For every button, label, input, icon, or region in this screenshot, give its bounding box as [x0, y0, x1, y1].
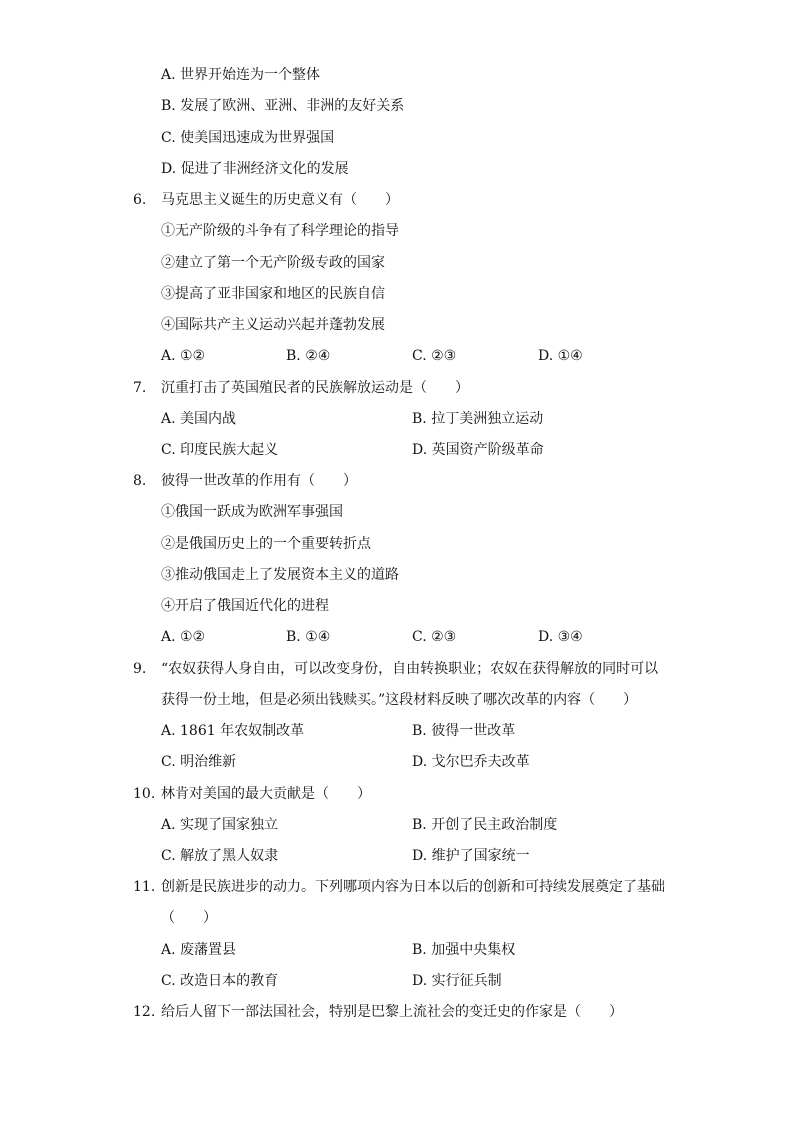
q10-number: 10.	[133, 786, 156, 802]
q6-option-c: C. ②③	[412, 348, 457, 364]
q7-option-a: A. 美国内战	[161, 411, 237, 427]
q11-option-b: B. 加强中央集权	[412, 942, 516, 958]
q9-option-a: A. 1861 年农奴制改革	[161, 723, 305, 739]
q6-item-1: ①无产阶级的斗争有了科学理论的指导	[161, 223, 399, 239]
q11-option-c: C. 改造日本的教育	[161, 973, 279, 989]
q11-option-d: D. 实行征兵制	[412, 973, 502, 989]
q9-number: 9.	[133, 661, 147, 677]
q10-option-b: B. 开创了民主政治制度	[412, 817, 558, 833]
q12-stem: 给后人留下一部法国社会，特别是巴黎上流社会的变迁史的作家是（ ）	[161, 1004, 623, 1020]
q12-number: 12.	[133, 1004, 156, 1020]
q9-option-b: B. 彼得一世改革	[412, 723, 516, 739]
q8-item-2: ②是俄国历史上的一个重要转折点	[161, 536, 371, 552]
q6-number: 6.	[133, 192, 147, 208]
q6-item-3: ③提高了亚非国家和地区的民族自信	[161, 286, 385, 302]
q8-stem: 彼得一世改革的作用有（ ）	[161, 473, 357, 489]
q6-option-d: D. ①④	[538, 348, 583, 364]
q5-option-a: A. 世界开始连为一个整体	[161, 67, 321, 83]
q7-option-c: C. 印度民族大起义	[161, 442, 279, 458]
q10-option-c: C. 解放了黑人奴隶	[161, 848, 279, 864]
q8-option-d: D. ③④	[538, 629, 583, 645]
q10-option-d: D. 维护了国家统一	[412, 848, 530, 864]
q10-option-a: A. 实现了国家独立	[161, 817, 279, 833]
q9-stem-line2: 获得一份土地，但是必须出钱赎买。”这段材料反映了哪次改革的内容（ ）	[161, 692, 638, 708]
q6-stem: 马克思主义诞生的历史意义有（ ）	[161, 192, 399, 208]
q6-item-4: ④国际共产主义运动兴起并蓬勃发展	[161, 317, 385, 333]
q8-item-1: ①俄国一跃成为欧洲军事强国	[161, 504, 343, 520]
q8-option-c: C. ②③	[412, 629, 457, 645]
q7-number: 7.	[133, 380, 147, 396]
q7-stem: 沉重打击了英国殖民者的民族解放运动是（ ）	[161, 380, 469, 396]
q9-stem-line1: “农奴获得人身自由，可以改变身份，自由转换职业；农奴在获得解放的同时可以	[161, 661, 659, 677]
q10-stem: 林肯对美国的最大贡献是（ ）	[161, 786, 371, 802]
q8-item-3: ③推动俄国走上了发展资本主义的道路	[161, 567, 399, 583]
q8-item-4: ④开启了俄国近代化的进程	[161, 598, 329, 614]
q6-option-a: A. ①②	[161, 348, 206, 364]
q6-item-2: ②建立了第一个无产阶级专政的国家	[161, 255, 385, 271]
q11-option-a: A. 废藩置县	[161, 942, 237, 958]
q7-option-d: D. 英国资产阶级革命	[412, 442, 544, 458]
q11-stem-line2: （ ）	[161, 910, 217, 926]
q5-option-b: B. 发展了欧洲、亚洲、非洲的友好关系	[161, 98, 405, 114]
q5-option-d: D. 促进了非洲经济文化的发展	[161, 161, 349, 177]
q11-number: 11.	[133, 879, 156, 895]
q11-stem-line1: 创新是民族进步的动力。下列哪项内容为日本以后的创新和可持续发展奠定了基础	[161, 879, 665, 895]
q6-option-b: B. ②④	[286, 348, 331, 364]
q8-number: 8.	[133, 473, 147, 489]
q9-option-c: C. 明治维新	[161, 754, 237, 770]
q8-option-b: B. ①④	[286, 629, 331, 645]
q9-option-d: D. 戈尔巴乔夫改革	[412, 754, 530, 770]
q8-option-a: A. ①②	[161, 629, 206, 645]
q7-option-b: B. 拉丁美洲独立运动	[412, 411, 544, 427]
q5-option-c: C. 使美国迅速成为世界强国	[161, 130, 335, 146]
